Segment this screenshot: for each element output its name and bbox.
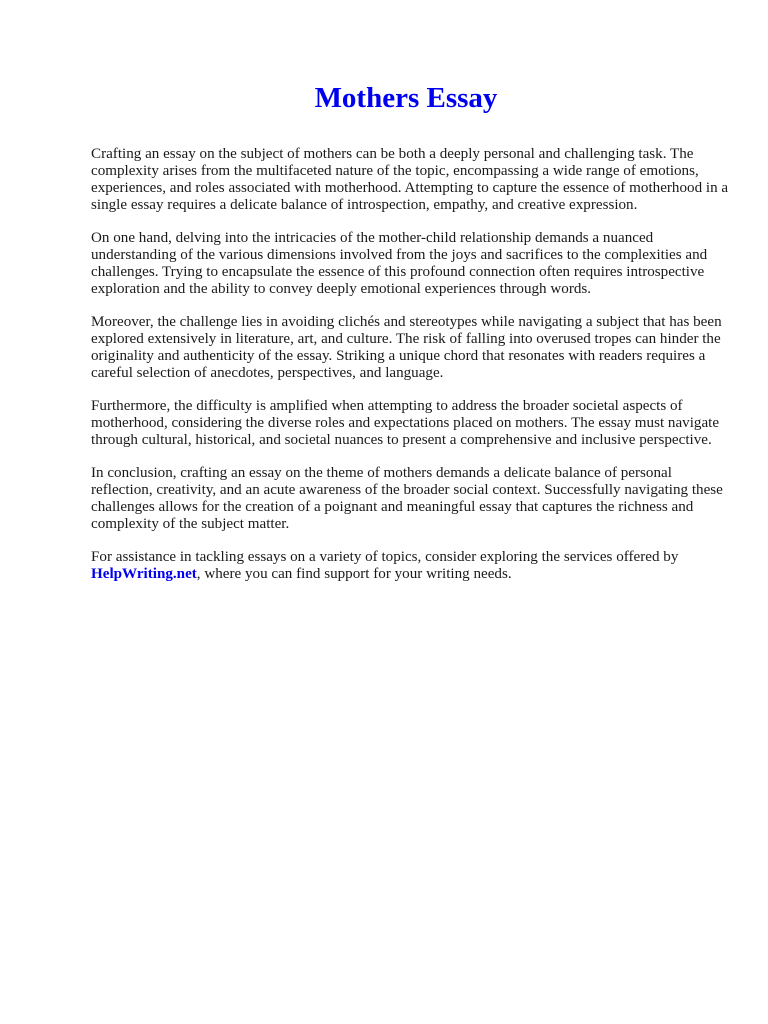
closing-text-after-link: , where you can find support for your writing needs. [196,566,512,582]
essay-body [91,146,731,599]
helpwriting-link[interactable]: HelpWriting.net [91,566,197,582]
closing-paragraph [91,549,731,583]
paragraph-1: Crafting an essay on the subject of mothers can be both a deeply personal and challenging task. The complexity arises from the multifaceted nature of the topic, encompassing a wide range of emotions, experiences, and roles associated with motherhood. Attempting to capture the essence of motherhood in a single essay requires a delicate balance of introspection, empathy, and creative expression. [91,146,729,213]
paragraph-5: In conclusion, crafting an essay on the theme of mothers demands a delicate balance of personal reflection, creativity, and an acute awareness of the broader social context. Successfully navigating these challenges allows for the creation of a poignant and meaningful essay that captures the richness and complexity of the subject matter. [91,465,723,532]
paragraph-2: On one hand, delving into the intricacies of the mother-child relationship demands a nuanced understanding of the various dimensions involved from the joys and sacrifices to the complexities and challenges. Trying to encapsulate the essence of this profound connection often requires introspective exploration and the ability to convey deeply emotional experiences through words. [91,230,708,297]
closing-text-before-link: For assistance in tackling essays on a variety of topics, consider exploring the services offered by [91,549,679,565]
page-title: Mothers Essay [314,82,498,114]
paragraph-4: Furthermore, the difficulty is amplified when attempting to address the broader societal aspects of motherhood, considering the diverse roles and expectations placed on mothers. The essay must navigate through cultural, historical, and societal nuances to present a comprehensive and inclusive perspective. [91,398,720,448]
paragraph-3: Moreover, the challenge lies in avoiding clichés and stereotypes while navigating a subject that has been explored extensively in literature, art, and culture. The risk of falling into overused tropes can hinder the originality and authenticity of the essay. Striking a unique chord that resonates with readers requires a careful selection of anecdotes, perspectives, and language. [91,314,722,381]
